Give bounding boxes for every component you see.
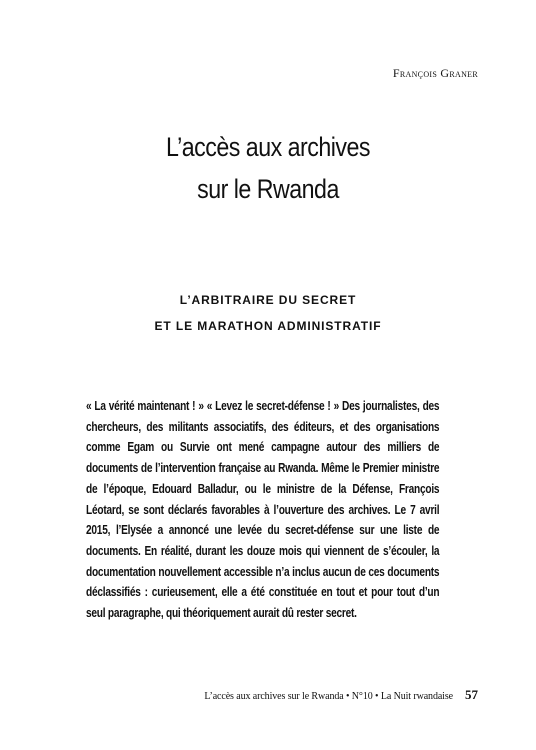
intro-paragraph: « La vérité maintenant ! » « Levez le secret-défense ! » Des journalistes, des chercheurs, des militants associatifs, des éditeurs, et des organisations comme Egam ou Survie ont mené campagne autour des milliers de documents de l’intervention française au Rwanda. Même le Premier ministre de l’époque, Edouard Balladur, ou le ministre de la Défense, François Léotard, se sont déclarés favorables à l’ouverture des archives. Le 7 avril 2015, l’Elysée a annoncé une levée du secret-défense sur une liste de documents. En réalité, durant les douze mois qui viennent de s’écouler, la documentation nouvellement accessible n’a inclus aucun de ces documents déclassifiés : curieusement, elle a été constituée en tout et pour tout d’un seul paragraphe, qui théoriquement aurait dû rester secret. xyxy=(86,398,440,621)
running-title: L’accès aux archives sur le Rwanda • N°10 • La Nuit rwandaise xyxy=(204,691,453,702)
page-footer xyxy=(204,686,478,704)
title-line-2: sur le Rwanda xyxy=(197,174,339,204)
author-name: François Graner xyxy=(392,66,478,80)
title-line-1: L’accès aux archives xyxy=(166,132,370,162)
article-title xyxy=(38,126,499,210)
page-number: 57 xyxy=(465,687,478,702)
subtitle-line-2: ET LE MARATHON ADMINISTRATIF xyxy=(154,319,382,333)
subtitle-line-1: L’ARBITRAIRE DU SECRET xyxy=(179,293,357,307)
article-subtitle xyxy=(0,287,536,339)
